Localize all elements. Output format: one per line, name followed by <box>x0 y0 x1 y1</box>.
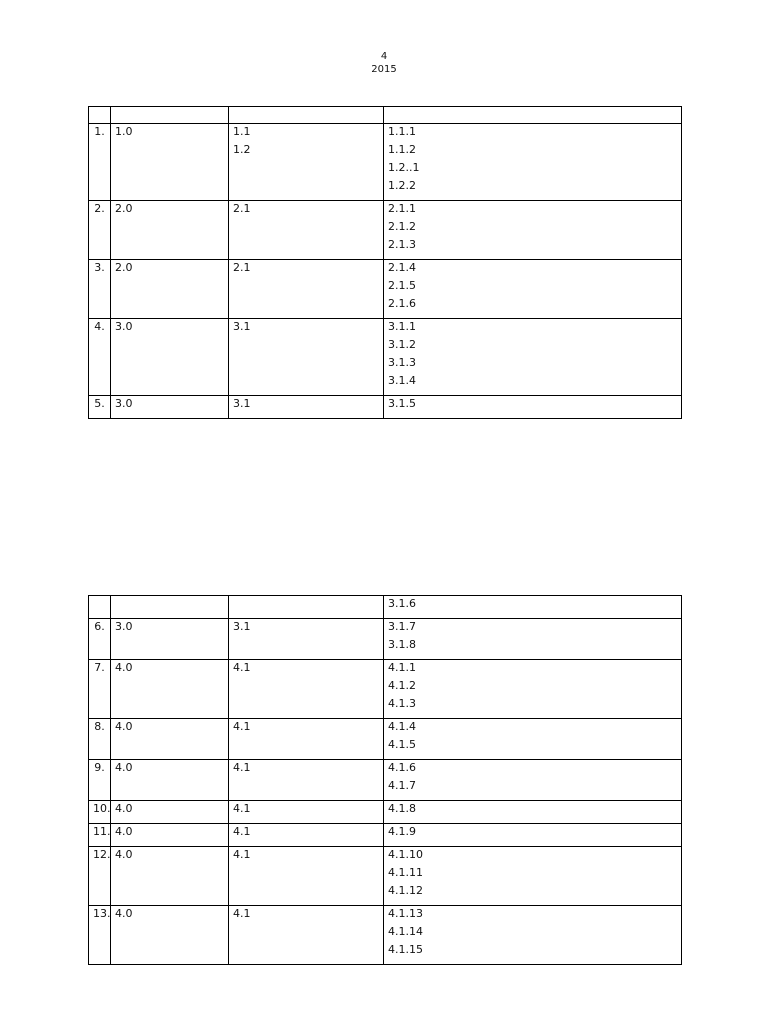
table-row <box>89 719 682 760</box>
learning-standard-cell <box>384 824 682 847</box>
learning-standard <box>388 339 677 352</box>
topic-code: 4.0 <box>115 825 133 838</box>
content-standard <box>233 762 379 775</box>
learning-standard <box>388 126 677 139</box>
header-content-standard <box>229 107 384 124</box>
content-standard <box>233 321 379 334</box>
topic-code: 4.0 <box>115 907 133 920</box>
learning-standard <box>388 357 677 370</box>
topic-code: 4.0 <box>115 661 133 674</box>
topic-cell <box>111 824 229 847</box>
topic-cell <box>111 124 229 201</box>
header-topic <box>111 107 229 124</box>
learning-standard-code: 4.1.6 <box>388 761 416 774</box>
topic-code: 2.0 <box>115 261 133 274</box>
title-line-3-year: 2015 <box>371 64 397 75</box>
learning-standard <box>388 780 677 793</box>
week-number: 8. <box>89 719 111 760</box>
table-row <box>89 319 682 396</box>
learning-standard-code: 4.1.4 <box>388 720 416 733</box>
learning-standard <box>388 739 677 752</box>
content-standard <box>233 144 379 157</box>
document-title-block <box>0 50 768 76</box>
content-standard <box>233 262 379 275</box>
content-standard-code: 4.1 <box>233 761 251 774</box>
table-row <box>89 596 682 619</box>
learning-standard-code: 4.1.5 <box>388 738 416 751</box>
topic-cell <box>111 719 229 760</box>
topic-cell <box>111 319 229 396</box>
week-number: 1. <box>89 124 111 201</box>
week-number: 4. <box>89 319 111 396</box>
learning-standard <box>388 180 677 193</box>
table-row <box>89 824 682 847</box>
week-number <box>89 596 111 619</box>
learning-standard-code: 4.1.15 <box>388 943 423 956</box>
learning-standard-cell <box>384 260 682 319</box>
table-row <box>89 660 682 719</box>
learning-standard <box>388 826 677 839</box>
learning-standard-code: 2.1.5 <box>388 279 416 292</box>
content-standard-cell <box>229 124 384 201</box>
topic-code: 3.0 <box>115 620 133 633</box>
learning-standard-code: 3.1.1 <box>388 320 416 333</box>
content-standard-cell <box>229 719 384 760</box>
learning-standard <box>388 908 677 921</box>
topic-cell <box>111 906 229 965</box>
learning-standard-code: 1.2.2 <box>388 179 416 192</box>
header-week <box>89 107 111 124</box>
content-standard-cell <box>229 760 384 801</box>
table-row <box>89 619 682 660</box>
learning-standard-cell <box>384 719 682 760</box>
content-standard-code: 3.1 <box>233 620 251 633</box>
title-line-2-number: 4 <box>380 51 388 62</box>
topic-code: 1.0 <box>115 125 133 138</box>
content-standard-cell <box>229 824 384 847</box>
content-standard-code: 4.1 <box>233 907 251 920</box>
content-standard <box>233 662 379 675</box>
learning-standard-code: 3.1.3 <box>388 356 416 369</box>
content-standard-cell <box>229 660 384 719</box>
content-standard-cell <box>229 619 384 660</box>
content-standard <box>233 721 379 734</box>
content-standard-cell <box>229 847 384 906</box>
learning-standard <box>388 721 677 734</box>
learning-standard-cell <box>384 124 682 201</box>
content-standard <box>233 203 379 216</box>
topic-code: 4.0 <box>115 802 133 815</box>
week-number: 9. <box>89 760 111 801</box>
learning-standard <box>388 239 677 252</box>
learning-standard <box>388 375 677 388</box>
topic-cell <box>111 801 229 824</box>
topic-code: 4.0 <box>115 848 133 861</box>
learning-standard <box>388 203 677 216</box>
learning-standard <box>388 144 677 157</box>
topic-code: 3.0 <box>115 397 133 410</box>
learning-standard-code: 1.1.1 <box>388 125 416 138</box>
title-line-2 <box>0 50 768 63</box>
content-standard-code: 3.1 <box>233 320 251 333</box>
table-row <box>89 906 682 965</box>
topic-cell <box>111 201 229 260</box>
learning-standard <box>388 221 677 234</box>
content-standard-cell <box>229 906 384 965</box>
learning-standard-cell <box>384 906 682 965</box>
content-standard-cell <box>229 319 384 396</box>
learning-standard-code: 1.2..1 <box>388 161 420 174</box>
content-standard-code: 2.1 <box>233 261 251 274</box>
content-standard-code: 4.1 <box>233 848 251 861</box>
table-row <box>89 201 682 260</box>
title-line-3 <box>0 63 768 76</box>
learning-standard-code: 2.1.2 <box>388 220 416 233</box>
topic-cell <box>111 847 229 906</box>
learning-standard-code: 4.1.2 <box>388 679 416 692</box>
table-row <box>89 847 682 906</box>
learning-standard-code: 4.1.7 <box>388 779 416 792</box>
learning-standard-cell <box>384 319 682 396</box>
learning-standard-cell <box>384 847 682 906</box>
learning-standard-code: 4.1.12 <box>388 884 423 897</box>
content-standard <box>233 849 379 862</box>
content-standard <box>233 908 379 921</box>
learning-standard <box>388 598 677 611</box>
learning-standard-code: 3.1.5 <box>388 397 416 410</box>
topic-code: 4.0 <box>115 761 133 774</box>
content-standard-code: 1.2 <box>233 143 251 156</box>
week-number: 3. <box>89 260 111 319</box>
learning-standard <box>388 639 677 652</box>
learning-standard <box>388 849 677 862</box>
topic-cell <box>111 660 229 719</box>
week-number: 10. <box>89 801 111 824</box>
topic-cell <box>111 619 229 660</box>
week-number: 7. <box>89 660 111 719</box>
learning-standard-code: 4.1.1 <box>388 661 416 674</box>
week-number: 5. <box>89 396 111 419</box>
learning-standard <box>388 803 677 816</box>
content-standard-code: 1.1 <box>233 125 251 138</box>
content-standard-code: 2.1 <box>233 202 251 215</box>
topic-code: 3.0 <box>115 320 133 333</box>
content-standard-code: 3.1 <box>233 397 251 410</box>
content-standard <box>233 803 379 816</box>
learning-standard-cell <box>384 619 682 660</box>
topic-code: 2.0 <box>115 202 133 215</box>
scheme-table-page-1 <box>88 106 682 419</box>
learning-standard-code: 4.1.14 <box>388 925 423 938</box>
learning-standard-cell <box>384 660 682 719</box>
content-standard-code: 4.1 <box>233 802 251 815</box>
table-row <box>89 124 682 201</box>
learning-standard-code: 3.1.4 <box>388 374 416 387</box>
learning-standard-code: 2.1.6 <box>388 297 416 310</box>
learning-standard <box>388 621 677 634</box>
learning-standard-cell <box>384 760 682 801</box>
topic-cell <box>111 596 229 619</box>
table-header-row <box>89 107 682 124</box>
learning-standard-code: 2.1.1 <box>388 202 416 215</box>
content-standard-cell <box>229 801 384 824</box>
learning-standard <box>388 662 677 675</box>
learning-standard <box>388 944 677 957</box>
content-standard-code: 4.1 <box>233 825 251 838</box>
learning-standard-code: 4.1.13 <box>388 907 423 920</box>
learning-standard-cell <box>384 396 682 419</box>
learning-standard-code: 3.1.2 <box>388 338 416 351</box>
learning-standard <box>388 162 677 175</box>
week-number: 13. <box>89 906 111 965</box>
content-standard-cell <box>229 201 384 260</box>
learning-standard <box>388 867 677 880</box>
learning-standard-code: 1.1.2 <box>388 143 416 156</box>
learning-standard <box>388 298 677 311</box>
week-number: 12. <box>89 847 111 906</box>
table-row <box>89 760 682 801</box>
topic-cell <box>111 396 229 419</box>
table-row <box>89 396 682 419</box>
topic-cell <box>111 260 229 319</box>
learning-standard-code: 3.1.7 <box>388 620 416 633</box>
learning-standard <box>388 926 677 939</box>
content-standard <box>233 398 379 411</box>
learning-standard <box>388 885 677 898</box>
learning-standard-cell <box>384 801 682 824</box>
content-standard <box>233 126 379 139</box>
table-row <box>89 801 682 824</box>
header-learning-standard <box>384 107 682 124</box>
week-number: 6. <box>89 619 111 660</box>
week-number: 11. <box>89 824 111 847</box>
learning-standard-code: 3.1.6 <box>388 597 416 610</box>
learning-standard <box>388 321 677 334</box>
learning-standard-cell <box>384 201 682 260</box>
week-number: 2. <box>89 201 111 260</box>
learning-standard-code: 4.1.9 <box>388 825 416 838</box>
content-standard-cell <box>229 396 384 419</box>
learning-standard <box>388 680 677 693</box>
learning-standard <box>388 280 677 293</box>
topic-cell <box>111 760 229 801</box>
content-standard-code: 4.1 <box>233 720 251 733</box>
topic-code: 4.0 <box>115 720 133 733</box>
content-standard-cell <box>229 596 384 619</box>
learning-standard-cell <box>384 596 682 619</box>
learning-standard-code: 3.1.8 <box>388 638 416 651</box>
learning-standard <box>388 398 677 411</box>
learning-standard-code: 4.1.11 <box>388 866 423 879</box>
learning-standard <box>388 262 677 275</box>
learning-standard-code: 4.1.10 <box>388 848 423 861</box>
table-row <box>89 260 682 319</box>
learning-standard-code: 4.1.3 <box>388 697 416 710</box>
content-standard-cell <box>229 260 384 319</box>
learning-standard <box>388 762 677 775</box>
content-standard <box>233 826 379 839</box>
content-standard <box>233 621 379 634</box>
learning-standard-code: 4.1.8 <box>388 802 416 815</box>
learning-standard-code: 2.1.4 <box>388 261 416 274</box>
learning-standard <box>388 698 677 711</box>
content-standard-code: 4.1 <box>233 661 251 674</box>
scheme-table-page-2 <box>88 595 682 965</box>
learning-standard-code: 2.1.3 <box>388 238 416 251</box>
